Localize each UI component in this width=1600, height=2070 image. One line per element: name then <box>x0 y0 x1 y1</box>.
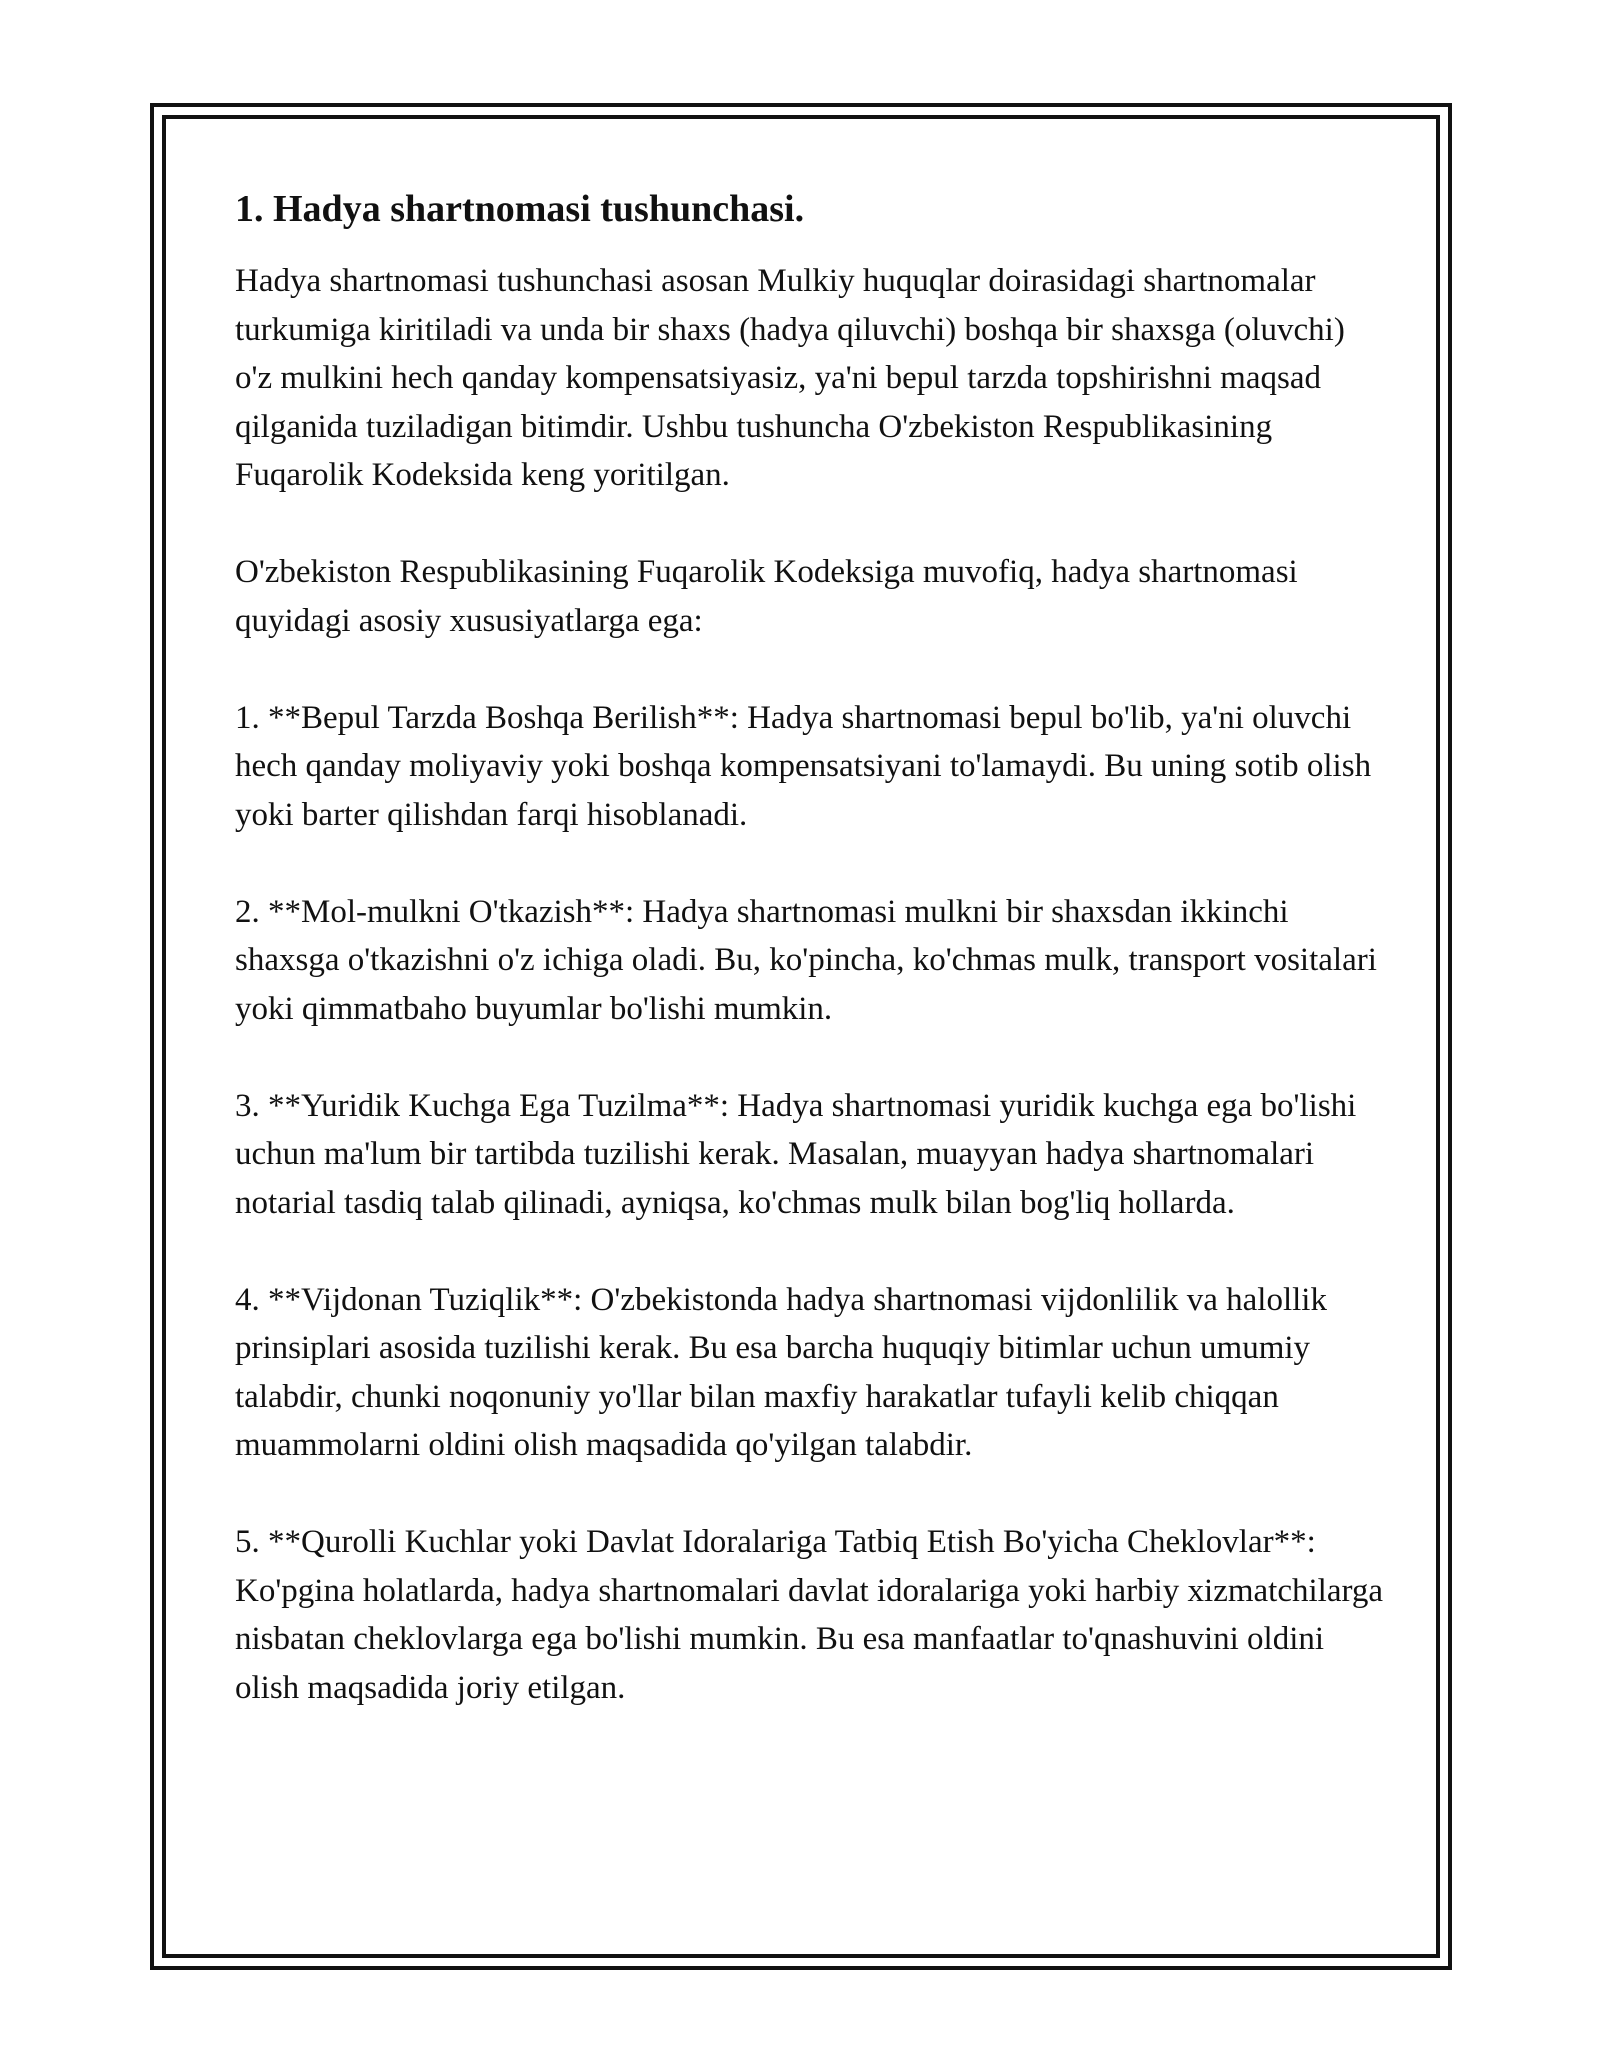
intro-paragraph: Hadya shartnomasi tushunchasi asosan Mulkiy huquqlar doirasidagi shartnomalar turkumiga kiritiladi va unda bir shaxs (hadya qiluvchi) boshqa bir shaxsga (oluvchi) o'z mulkini hech qanday kompensatsiyasiz, ya'ni bepul tarzda topshirishni maqsad qilganida tuziladigan bitimdir. Ushbu tushuncha O'zbekiston Respublikasining Fuqarolik Kodeksida keng yoritilgan. <box>235 263 1345 493</box>
feature-item-3: 3. **Yuridik Kuchga Ega Tuzilma**: Hadya shartnomasi yuridik kuchga ega bo'lishi uchun ma'lum bir tartibda tuzilishi kerak. Masalan, muayyan hadya shartnomalari notarial tasdiq talab qilinadi, ayniqsa, ko'chmas mulk bilan bog'liq hollarda. <box>235 1087 1357 1221</box>
features-intro-paragraph: O'zbekiston Respublikasining Fuqarolik Kodeksiga muvofiq, hadya shartnomasi quyidagi asosiy xususiyatlarga ega: <box>235 554 1298 639</box>
document-body <box>235 185 1385 1761</box>
feature-item-2: 2. **Mol-mulkni O'tkazish**: Hadya shartnomasi mulkni bir shaxsdan ikkinchi shaxsga o'tkazishni o'z ichiga oladi. Bu, ko'pincha, ko'chmas mulk, transport vositalari yoki qimmatbaho buyumlar bo'lishi mumkin. <box>235 893 1377 1027</box>
feature-item-4: 4. **Vijdonan Tuziqlik**: O'zbekistonda hadya shartnomasi vijdonlilik va halollik prinsiplari asosida tuzilishi kerak. Bu esa barcha huquqiy bitimlar uchun umumiy talabdir, chunki noqonuniy yo'llar bilan maxfiy harakatlar tufayli kelib chiqqan muammolarni oldini olish maqsadida qo'yilgan talabdir. <box>235 1281 1327 1463</box>
section-heading: 1. Hadya shartnomasi tushunchasi. <box>235 188 805 230</box>
feature-item-1: 1. **Bepul Tarzda Boshqa Berilish**: Hadya shartnomasi bepul bo'lib, ya'ni oluvchi hech qanday moliyaviy yoki boshqa kompensatsiyani to'lamaydi. Bu uning sotib olish yoki barter qilishdan farqi hisoblanadi. <box>235 699 1372 833</box>
feature-item-5: 5. **Qurolli Kuchlar yoki Davlat Idoralariga Tatbiq Etish Bo'yicha Cheklovlar**: Ko'pgina holatlarda, hadya shartnomalari davlat idoralariga yoki harbiy xizmatchilarga nisbatan cheklovlarga ega bo'lishi mumkin. Bu esa manfaatlar to'qnashuvini oldini olish maqsadida joriy etilgan. <box>235 1524 1384 1706</box>
